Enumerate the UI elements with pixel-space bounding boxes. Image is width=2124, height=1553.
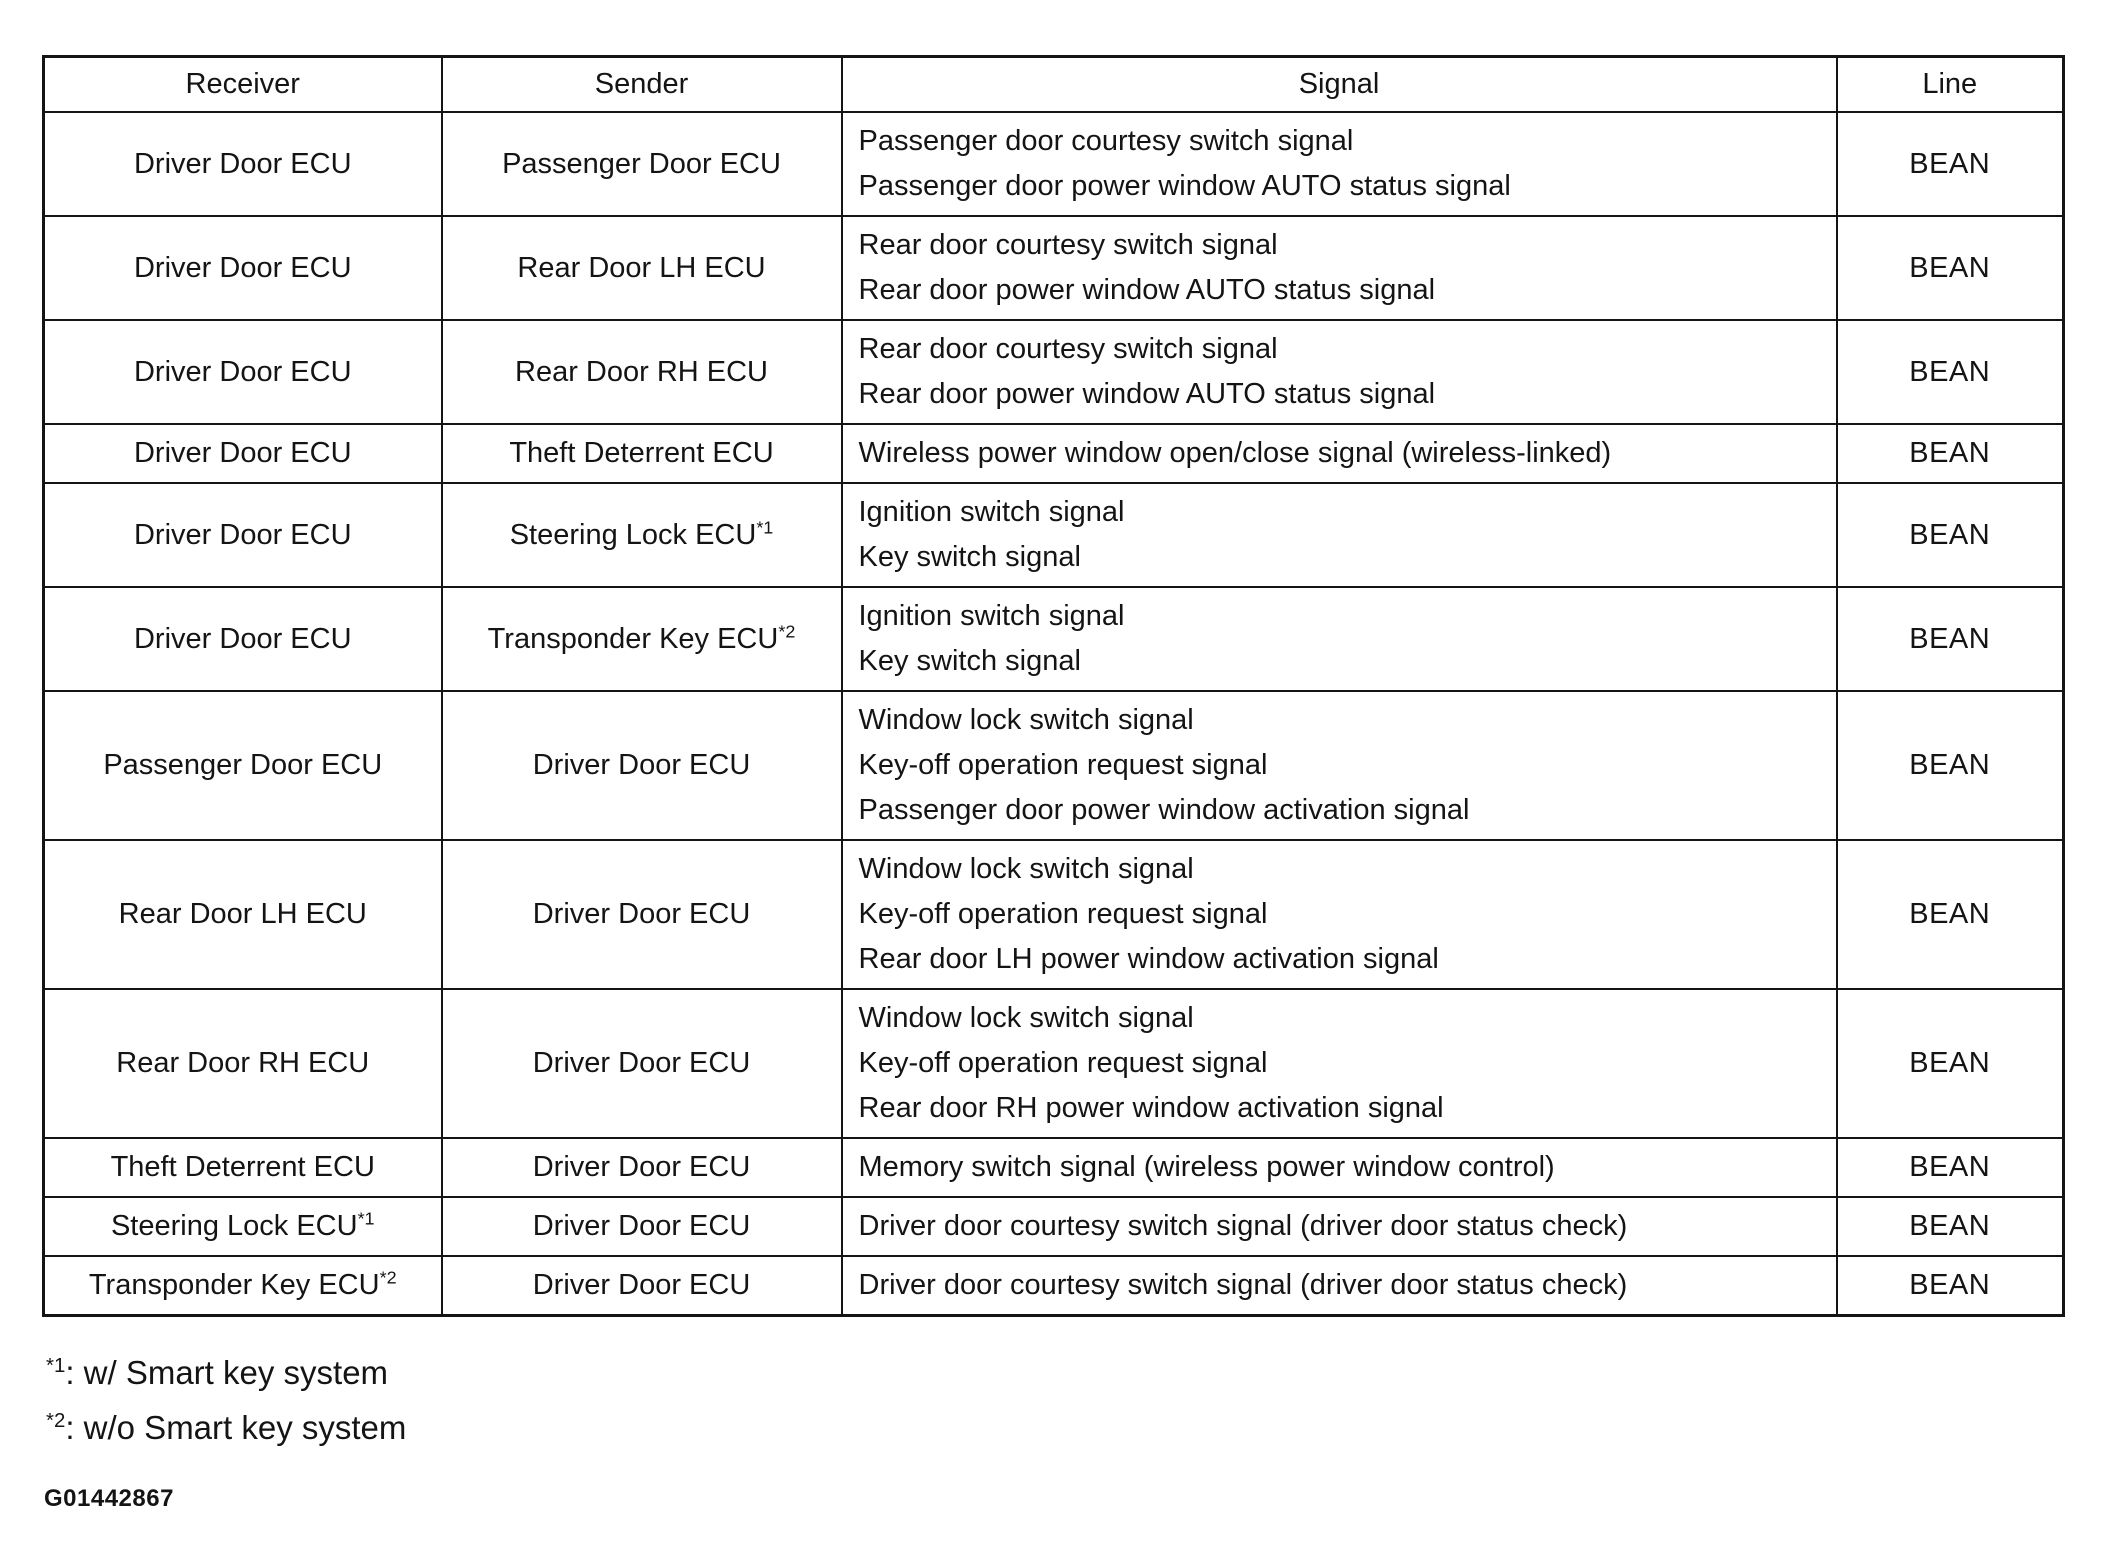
table-row <box>44 483 2064 587</box>
receiver-cell <box>44 1138 442 1197</box>
receiver-label: Steering Lock ECU <box>110 1210 358 1242</box>
sender-cell <box>442 483 842 587</box>
receiver-cell <box>44 112 442 216</box>
sender-label: Driver Door ECU <box>532 898 751 930</box>
receiver-label: Rear Door RH ECU <box>116 1047 370 1079</box>
signal-line: Rear door courtesy switch signal <box>858 333 1278 365</box>
signal-cell <box>842 320 1837 424</box>
signal-line: Rear door courtesy switch signal <box>858 229 1278 261</box>
signal-line: Rear door power window AUTO status signal <box>858 378 1436 410</box>
line-cell <box>1837 216 2064 320</box>
sender-label: Driver Door ECU <box>532 1151 751 1183</box>
line-label: BEAN <box>1909 749 1991 781</box>
receiver-cell <box>44 424 442 483</box>
signal-line: Key switch signal <box>858 645 1081 677</box>
footnote-no-smart-key <box>46 1400 2062 1455</box>
table-row <box>44 1256 2064 1316</box>
sender-cell <box>442 989 842 1138</box>
sender-label: Steering Lock ECU <box>509 518 757 551</box>
line-label: BEAN <box>1909 355 1991 388</box>
header-line: Line <box>1837 57 2064 113</box>
signal-line: Window lock switch signal <box>858 853 1194 885</box>
line-cell <box>1837 691 2064 840</box>
signal-line: Rear door LH power window activation signal <box>858 943 1439 975</box>
signal-cell <box>842 1197 1837 1256</box>
receiver-label: Driver Door ECU <box>133 147 352 180</box>
sender-label: Driver Door ECU <box>532 749 751 781</box>
sender-label: Rear Door RH ECU <box>515 355 768 388</box>
receiver-cell <box>44 216 442 320</box>
sender-cell <box>442 1256 842 1316</box>
table-row <box>44 989 2064 1138</box>
footnote-text: : w/o Smart key system <box>65 1409 407 1446</box>
signal-table <box>42 55 2065 1317</box>
signal-cell <box>842 989 1837 1138</box>
signal-line: Passenger door power window activation signal <box>858 794 1470 826</box>
signal-line: Passenger door power window AUTO status signal <box>858 170 1511 202</box>
receiver-label: Transponder Key ECU <box>88 1269 380 1301</box>
line-cell <box>1837 320 2064 424</box>
footnote-marker: *1 <box>756 516 774 537</box>
line-label: BEAN <box>1909 1047 1991 1079</box>
sender-label: Driver Door ECU <box>532 1210 751 1242</box>
signal-line: Rear door power window AUTO status signal <box>858 274 1436 306</box>
table-row <box>44 320 2064 424</box>
table-row <box>44 840 2064 989</box>
line-label: BEAN <box>1909 518 1991 551</box>
signal-line: Window lock switch signal <box>858 1002 1194 1034</box>
sender-cell <box>442 587 842 691</box>
line-cell <box>1837 1138 2064 1197</box>
sender-label: Rear Door LH ECU <box>517 251 766 284</box>
table-header-row <box>44 57 2064 113</box>
sender-label: Passenger Door ECU <box>502 147 781 180</box>
line-cell <box>1837 587 2064 691</box>
sender-cell <box>442 320 842 424</box>
signal-cell <box>842 483 1837 587</box>
figure-id: G01442867 <box>44 1485 174 1512</box>
signal-cell <box>842 840 1837 989</box>
signal-line: Ignition switch signal <box>858 496 1125 528</box>
receiver-cell <box>44 840 442 989</box>
line-cell <box>1837 1256 2064 1316</box>
footnote-smart-key <box>46 1345 2062 1400</box>
signal-cell <box>842 424 1837 483</box>
receiver-cell <box>44 989 442 1138</box>
footnote-text: : w/ Smart key system <box>65 1354 389 1391</box>
footnotes-block <box>46 1345 2062 1455</box>
line-cell <box>1837 483 2064 587</box>
signal-line: Window lock switch signal <box>858 704 1194 736</box>
footnote-marker: *2 <box>379 1267 397 1288</box>
receiver-label: Driver Door ECU <box>133 622 352 655</box>
table-row <box>44 587 2064 691</box>
sender-cell <box>442 112 842 216</box>
signal-line: Driver door courtesy switch signal (driver door status check) <box>858 1269 1628 1301</box>
signal-cell <box>842 216 1837 320</box>
header-receiver: Receiver <box>44 57 442 113</box>
line-label: BEAN <box>1909 1210 1991 1242</box>
signal-cell <box>842 691 1837 840</box>
line-label: BEAN <box>1909 1151 1991 1183</box>
line-label: BEAN <box>1909 622 1991 655</box>
header-signal: Signal <box>842 57 1837 113</box>
table-row <box>44 691 2064 840</box>
signal-cell <box>842 1256 1837 1316</box>
receiver-cell <box>44 483 442 587</box>
footnote-marker: *1 <box>357 1208 375 1229</box>
signal-line: Driver door courtesy switch signal (driver door status check) <box>858 1210 1628 1242</box>
signal-line: Wireless power window open/close signal (wireless-linked) <box>858 437 1612 469</box>
receiver-cell <box>44 1256 442 1316</box>
table-row <box>44 112 2064 216</box>
footnote-marker: *2 <box>778 620 796 641</box>
sender-label: Theft Deterrent ECU <box>509 437 774 469</box>
sender-cell <box>442 1197 842 1256</box>
sender-label: Driver Door ECU <box>532 1047 751 1079</box>
line-cell <box>1837 989 2064 1138</box>
line-label: BEAN <box>1909 898 1991 930</box>
receiver-label: Rear Door LH ECU <box>118 898 367 930</box>
signal-line: Key switch signal <box>858 541 1081 573</box>
receiver-label: Theft Deterrent ECU <box>110 1151 375 1183</box>
receiver-cell <box>44 691 442 840</box>
line-cell <box>1837 424 2064 483</box>
receiver-cell <box>44 1197 442 1256</box>
receiver-cell <box>44 320 442 424</box>
line-label: BEAN <box>1909 1269 1991 1301</box>
receiver-label: Passenger Door ECU <box>103 749 383 781</box>
table-row <box>44 1138 2064 1197</box>
sender-cell <box>442 840 842 989</box>
line-cell <box>1837 840 2064 989</box>
footnote-marker: *2 <box>46 1409 66 1432</box>
signal-cell <box>842 1138 1837 1197</box>
signal-cell <box>842 587 1837 691</box>
receiver-cell <box>44 587 442 691</box>
signal-line: Memory switch signal (wireless power window control) <box>858 1151 1555 1183</box>
sender-cell <box>442 1138 842 1197</box>
signal-line: Ignition switch signal <box>858 600 1125 632</box>
receiver-label: Driver Door ECU <box>133 251 352 284</box>
table-row <box>44 424 2064 483</box>
signal-line: Key-off operation request signal <box>858 749 1268 781</box>
footnote-marker: *1 <box>46 1354 66 1377</box>
line-label: BEAN <box>1909 251 1991 284</box>
signal-line: Key-off operation request signal <box>858 1047 1268 1079</box>
signal-line: Passenger door courtesy switch signal <box>858 125 1354 157</box>
receiver-label: Driver Door ECU <box>133 355 352 388</box>
signal-line: Key-off operation request signal <box>858 898 1268 930</box>
table-row <box>44 1197 2064 1256</box>
sender-label: Driver Door ECU <box>532 1269 751 1301</box>
sender-label: Transponder Key ECU <box>487 622 779 655</box>
signal-line: Rear door RH power window activation signal <box>858 1092 1444 1124</box>
line-label: BEAN <box>1909 147 1991 180</box>
sender-cell <box>442 424 842 483</box>
line-cell <box>1837 1197 2064 1256</box>
signal-cell <box>842 112 1837 216</box>
table-row <box>44 216 2064 320</box>
line-label: BEAN <box>1909 437 1991 469</box>
receiver-label: Driver Door ECU <box>133 518 352 551</box>
line-cell <box>1837 112 2064 216</box>
receiver-label: Driver Door ECU <box>133 437 352 469</box>
header-sender: Sender <box>442 57 842 113</box>
sender-cell <box>442 216 842 320</box>
signal-table-body <box>44 112 2064 1316</box>
sender-cell <box>442 691 842 840</box>
